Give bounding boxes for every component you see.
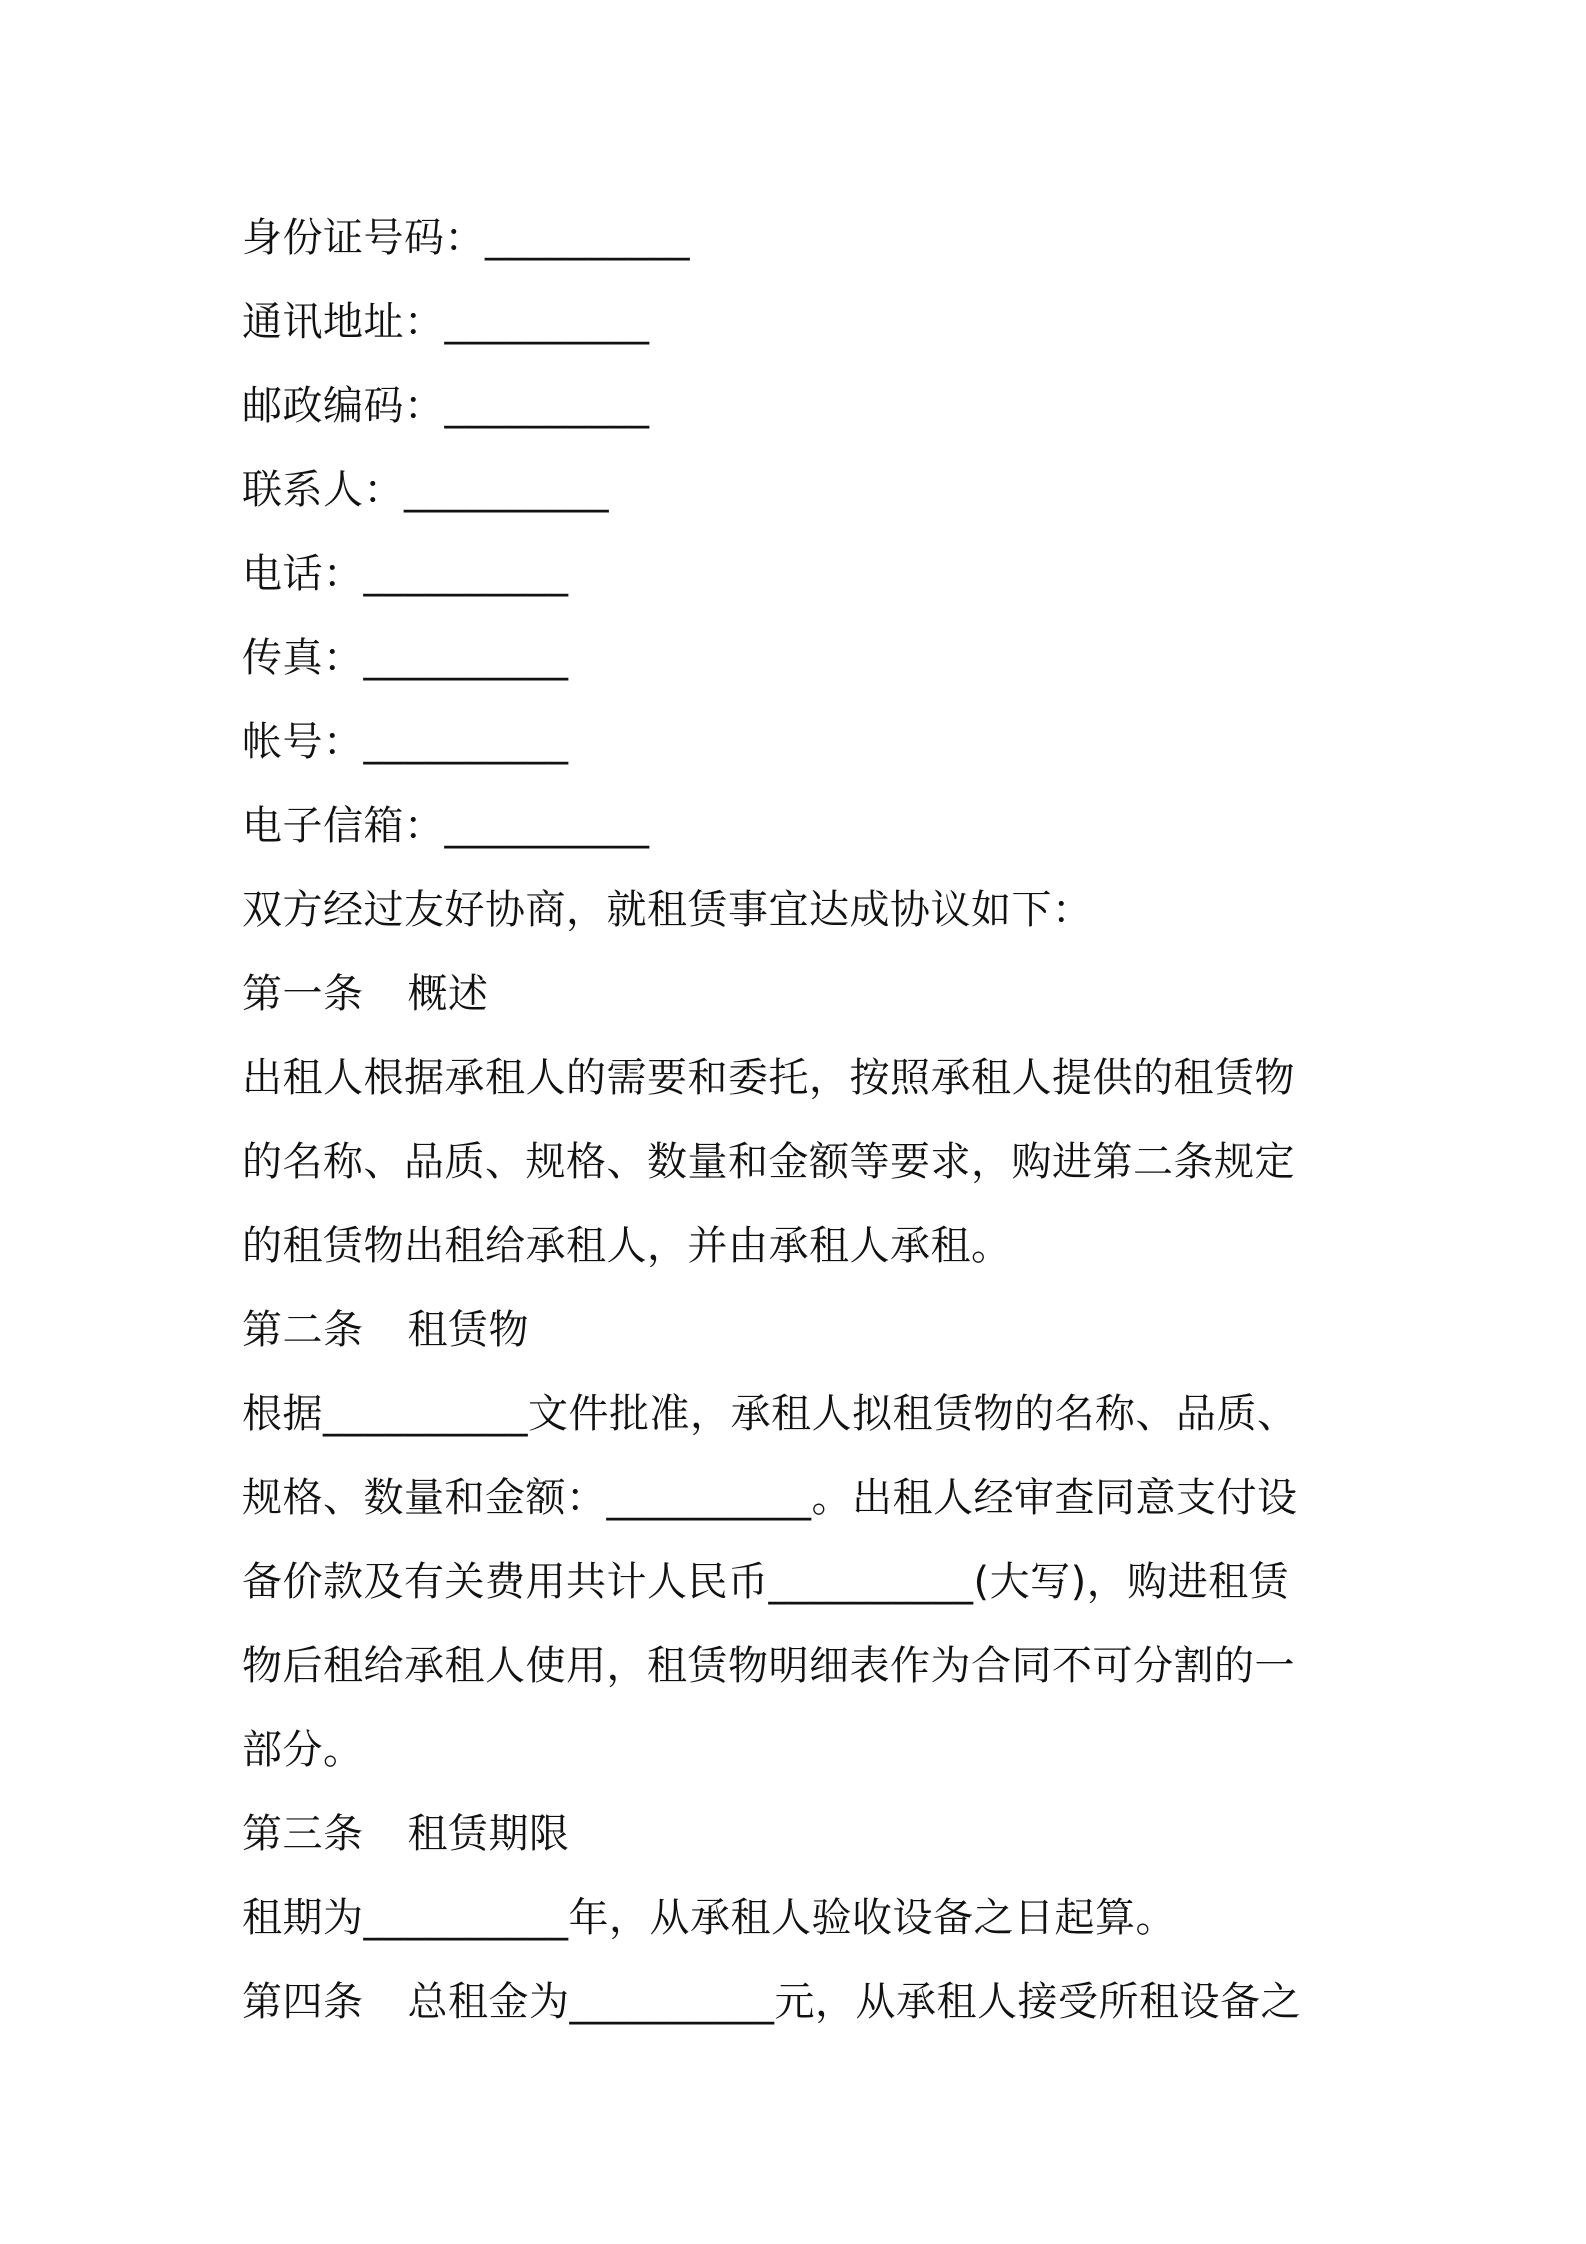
article-3-title: 租赁期限 — [407, 1811, 570, 1857]
article-4-title: 总租金为__________元，从承租人接受所租设备之 — [407, 1979, 1301, 2025]
phone-field: 电话：__________ — [242, 551, 569, 597]
email-field: 电子信箱：__________ — [242, 803, 650, 849]
account-field: 帐号：__________ — [242, 719, 569, 765]
article-1-number: 第一条 — [242, 971, 364, 1017]
article-1-line: 的租赁物出租给承租人，并由承租人承租。 — [242, 1223, 1012, 1269]
article-2-line: 根据__________文件批准，承租人拟租赁物的名称、品质、 — [242, 1391, 1298, 1437]
article-2-line: 部分。 — [242, 1727, 364, 1773]
postal-code-field: 邮政编码：__________ — [242, 383, 650, 429]
article-2-line: 备价款及有关费用共计人民币__________(大写)，购进租赁 — [242, 1559, 1290, 1605]
article-2-heading — [242, 1288, 1362, 1372]
intro-text: 双方经过友好协商，就租赁事宜达成协议如下： — [242, 887, 1093, 933]
article-1-line: 的名称、品质、规格、数量和金额等要求，购进第二条规定 — [242, 1139, 1295, 1185]
article-2-number: 第二条 — [242, 1307, 364, 1353]
article-4-heading — [242, 1960, 1362, 2044]
address-field: 通讯地址：__________ — [242, 299, 650, 345]
article-3-heading — [242, 1792, 1362, 1876]
article-1-heading — [242, 952, 1362, 1036]
article-3-number: 第三条 — [242, 1811, 364, 1857]
id-number-field: 身份证号码：__________ — [242, 215, 690, 261]
article-1-title: 概述 — [407, 971, 489, 1017]
fax-field: 传真：__________ — [242, 635, 569, 681]
article-2-line: 物后租给承租人使用，租赁物明细表作为合同不可分割的一 — [242, 1643, 1295, 1689]
contract-document — [242, 196, 1362, 2044]
article-1-line: 出租人根据承租人的需要和委托，按照承租人提供的租赁物 — [242, 1055, 1295, 1101]
article-2-line: 规格、数量和金额：__________。出租人经审查同意支付设 — [242, 1475, 1298, 1521]
article-4-number: 第四条 — [242, 1979, 364, 2025]
article-3-line: 租期为__________年，从承租人验收设备之日起算。 — [242, 1895, 1176, 1941]
contact-field: 联系人：__________ — [242, 467, 609, 513]
article-2-title: 租赁物 — [407, 1307, 529, 1353]
